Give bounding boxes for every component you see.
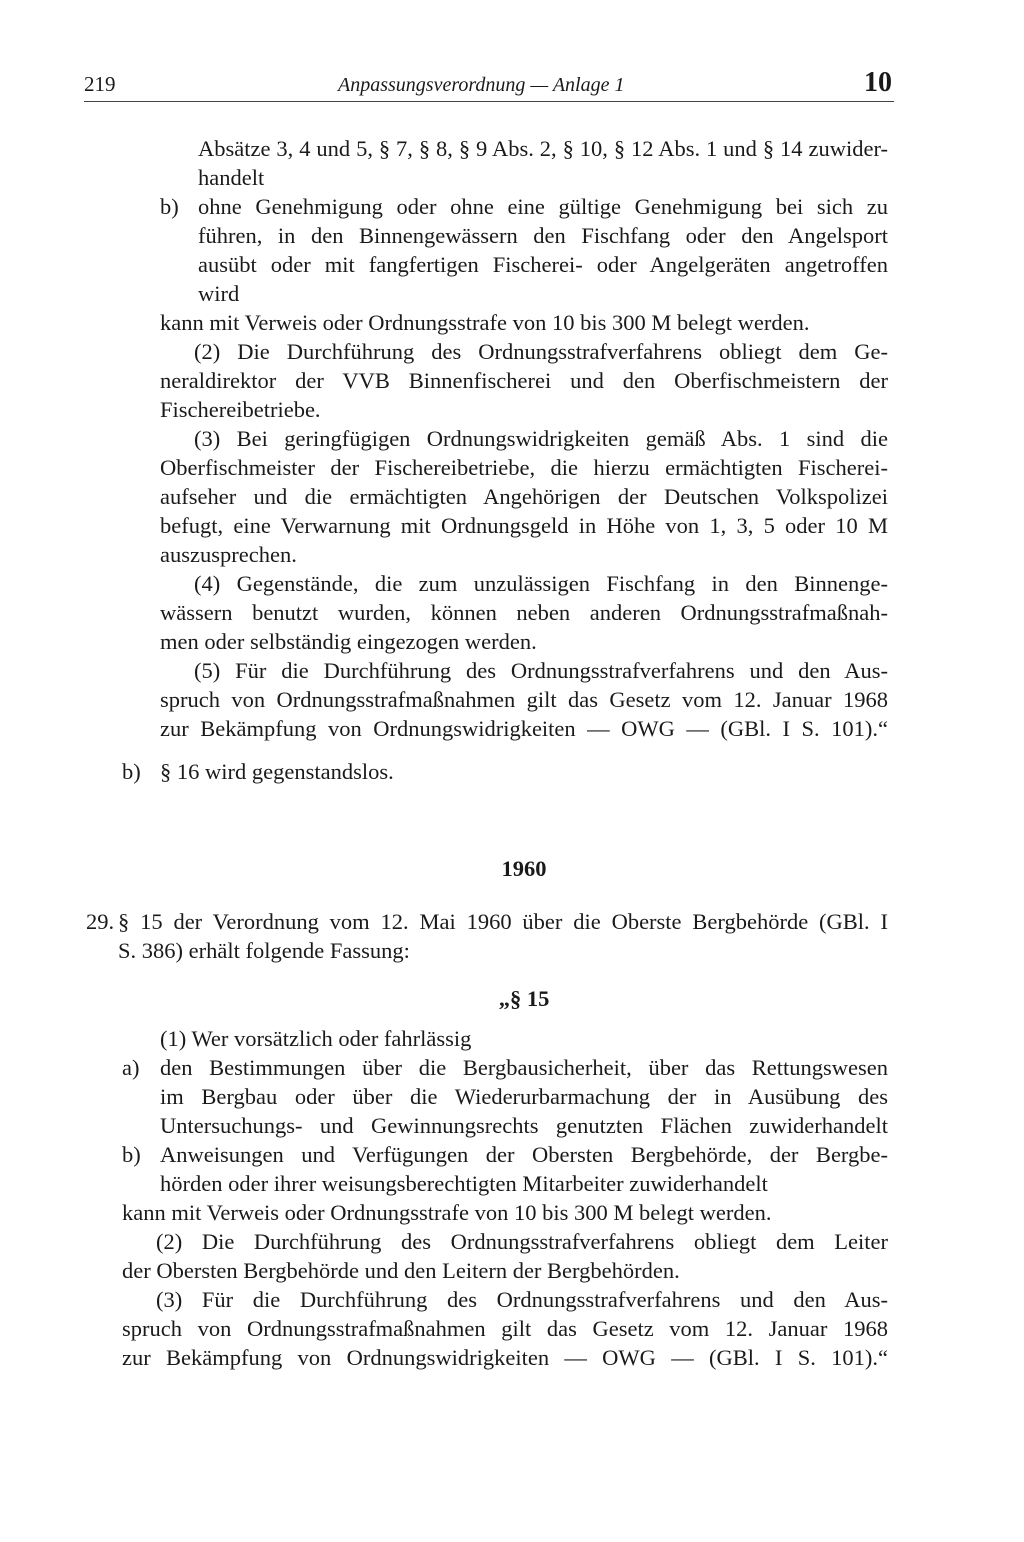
text-line: S. 386) erhält folgende Fassung: [118,938,410,963]
page-number: 219 [84,72,116,96]
text-line: kann mit Verweis oder Ordnungsstrafe von 10 bis 300 M belegt werden. [122,1200,772,1225]
text-line: § 16 wird gegenstandslos. [160,759,394,784]
text-line: (4) Gegenstände, die zum unzulässigen Fischfang in den Binnenge- [194,571,888,596]
text-line: Anweisungen und Verfügungen der Obersten Bergbehörde, der Bergbe- [160,1142,888,1167]
text-line: (2) Die Durchführung des Ordnungsstrafverfahrens obliegt dem Leiter [156,1229,888,1254]
text-line: zur Bekämpfung von Ordnungswidrigkeiten — OWG — (GBl. I S. 101).“ [122,1345,888,1370]
list-marker: a) [122,1055,140,1080]
text-line: (5) Für die Durchführung des Ordnungsstrafverfahrens und den Aus- [194,658,888,683]
text-line: kann mit Verweis oder Ordnungsstrafe von 10 bis 300 M belegt werden. [160,310,810,335]
text-line: handelt [198,165,265,190]
text-line: Untersuchungs- und Gewinnungsrechts genutzten Flächen zuwiderhandelt [160,1113,888,1138]
list-marker: b) [122,1142,141,1167]
list-item-b [122,1140,888,1198]
paragraph-1-intro [160,1024,888,1053]
year-heading: 1960 [501,856,547,881]
text-line: auszusprechen. [160,542,297,567]
item-a-continuation [160,134,888,192]
paragraph-2 [122,1227,888,1285]
text-line: men oder selbständig eingezogen werden. [160,629,537,654]
text-line: den Bestimmungen über die Bergbausicherheit, über das Rettungswesen [160,1055,888,1080]
paragraph-3 [122,1285,888,1372]
text-line: Absätze 3, 4 und 5, § 7, § 8, § 9 Abs. 2, § 10, § 12 Abs. 1 und § 14 zuwider- [198,136,888,161]
section-heading: „§ 15 [498,986,550,1011]
text-line: wässern benutzt wurden, können neben anderen Ordnungsstrafmaßnah- [160,600,888,625]
text-line: zur Bekämpfung von Ordnungswidrigkeiten — OWG — (GBl. I S. 101).“ [160,716,888,741]
paragraph-5 [160,656,888,743]
item-number: 29. [86,909,115,934]
header-rule [84,101,894,102]
text-line: aufseher und die ermächtigten Angehörigen der Deutschen Volkspolizei [160,484,888,509]
text-line: (1) Wer vorsätzlich oder fahrlässig [160,1026,472,1051]
text-line: spruch von Ordnungsstrafmaßnahmen gilt das Gesetz vom 12. Januar 1968 [160,687,888,712]
text-line: im Bergbau oder über die Wiederurbarmachung der in Ausübung des [160,1084,888,1109]
text-line: (3) Für die Durchführung des Ordnungsstrafverfahrens und den Aus- [156,1287,888,1312]
list-marker: b) [122,759,141,784]
item-b-gegenstandslos [122,757,888,786]
text-line: neraldirektor der VVB Binnenfischerei und den Oberfischmeistern der [160,368,888,393]
item-29 [86,907,888,965]
text-line: Oberfischmeister der Fischereibetriebe, die hierzu ermächtigten Fischerei- [160,455,888,480]
text-line: § 15 der Verordnung vom 12. Mai 1960 über die Oberste Bergbehörde (GBl. I [118,909,888,934]
paragraph-4 [160,569,888,656]
text-line: (2) Die Durchführung des Ordnungsstrafverfahrens obliegt dem Ge- [194,339,888,364]
text-line: befugt, eine Verwarnung mit Ordnungsgeld in Höhe von 1, 3, 5 oder 10 M [160,513,888,538]
text-line: (3) Bei geringfügigen Ordnungswidrigkeiten gemäß Abs. 1 sind die [194,426,888,451]
penalty-clause [122,1198,888,1227]
paragraph-2 [160,337,888,424]
text-line: wird [198,281,240,306]
document-body [86,134,888,1372]
text-line: ohne Genehmigung oder ohne eine gültige Genehmigung bei sich zu [198,194,888,219]
text-line: hörden oder ihrer weisungsberechtigten Mitarbeiter zuwiderhandelt [160,1171,768,1196]
text-line: der Obersten Bergbehörde und den Leitern der Bergbehörden. [122,1258,680,1283]
text-line: ausübt oder mit fangfertigen Fischerei- oder Angelgeräten angetroffen [198,252,888,277]
page-header [84,67,894,100]
list-item-a [122,1053,888,1140]
list-marker: b) [160,194,179,219]
section-number: 10 [864,67,892,98]
running-title: Anpassungsverordnung — Anlage 1 [338,74,625,96]
paragraph-3 [160,424,888,569]
text-line: führen, in den Binnengewässern den Fischfang oder den Angelsport [198,223,888,248]
text-line: Fischereibetriebe. [160,397,321,422]
list-item-b [160,192,888,308]
penalty-clause [160,308,888,337]
text-line: spruch von Ordnungsstrafmaßnahmen gilt das Gesetz vom 12. Januar 1968 [122,1316,888,1341]
